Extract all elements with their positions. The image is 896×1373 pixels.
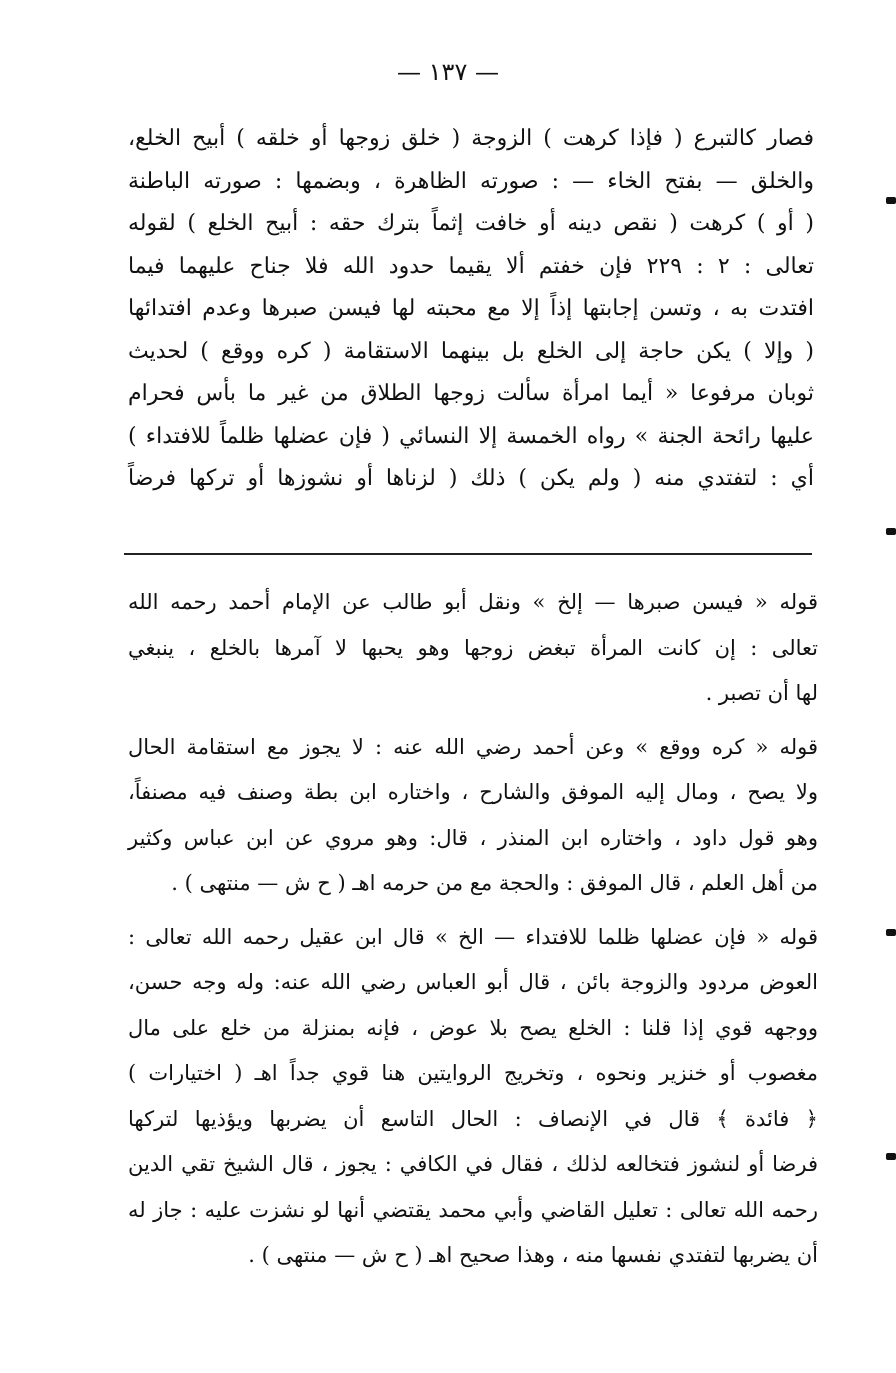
footnote-line: قوله « فإن عضلها ظلما للافتداء — الخ » قال ابن عقيل رحمه الله تعالى : [128, 924, 818, 949]
main-text-line: عليها رائحة الجنة » رواه الخمسة إلا النسائي ( فإن عضلها ظلماً للافتداء ) [128, 423, 814, 449]
main-text-line: ( وإلا ) يكن حاجة إلى الخلع بل بينهما الاستقامة ( كره ووقع ) لحديث [128, 338, 814, 364]
margin-mark [886, 528, 896, 535]
main-text-line: فصار كالتبرع ( فإذا كرهت ) الزوجة ( خلق زوجها أو خلقه ) أبيح الخلع، [128, 126, 814, 151]
footnote-line: فرضا أو لنشوز فتخالعه لذلك ، فقال في الكافي : يجوز ، قال الشيخ تقي الدين [128, 1152, 818, 1176]
main-text-line: ( أو ) كرهت ( نقص دينه أو خافت إثماً بترك حقه : أبيح الخلع ) لقوله [128, 211, 814, 236]
margin-mark [886, 197, 896, 204]
main-text-line: والخلق — بفتح الخاء — : صورته الظاهرة ، وبضمها : صورته الباطنة [128, 168, 814, 194]
footnote-line: قوله « كره ووقع » وعن أحمد رضي الله عنه : لا يجوز مع استقامة الحال [128, 734, 818, 759]
footnote-line: ووجهه قوي إذا قلنا : الخلع يصح بلا عوض ، فإنه بمنزلة من خلع على مال [128, 1015, 818, 1040]
footnote-line: أن يضربها لتفتدي نفسها منه ، وهذا صحيح اهـ ( ح ش — منتهى ) . [248, 1243, 818, 1267]
footnote-line: العوض مردود والزوجة بائن ، قال أبو العباس رضي الله عنه: وله وجه حسن، [128, 970, 818, 994]
footnote-line: مغصوب أو خنزير ونحوه ، وتخريج الروايتين هنا قوي جداً اهـ ( اختيارات ) [128, 1061, 818, 1085]
footnote-line: من أهل العلم ، قال الموفق : والحجة مع من حرمه اهـ ( ح ش — منتهى ) . [171, 871, 818, 895]
main-text-line: ثوبان مرفوعا « أيما امرأة سألت زوجها الطلاق من غير ما بأس فحرام [128, 381, 814, 406]
main-text [128, 118, 814, 501]
main-text-line: افتدت به ، وتسن إجابتها إذاً إلا مع محبته لها فيسن صبرها وعدم افتدائها [128, 296, 814, 321]
footnote-line: وهو قول داود ، واختاره ابن المنذر ، قال: وهو مروي عن ابن عباس وكثير [128, 825, 818, 850]
page-number: — ١٣٧ — [397, 58, 499, 86]
footnote-line: ﴿ فائدة ﴾ قال في الإنصاف : الحال التاسع أن يضربها ويؤذيها لتركها [128, 1106, 818, 1131]
footnote [128, 580, 818, 717]
footnote-line: تعالى : إن كانت المرأة تبغض زوجها وهو يحبها لا آمرها بالخلع ، ينبغي [128, 635, 818, 660]
footnote-separator [124, 553, 812, 555]
footnote [128, 725, 818, 907]
main-text-line: تعالى : ٢ : ٢٢٩ فإن خفتم ألا يقيما حدود الله فلا جناح عليهما فيما [128, 253, 814, 279]
footnote-line: لها أن تصبر . [705, 681, 818, 705]
footnote [128, 915, 818, 1279]
footnote-line: ولا يصح ، ومال إليه الموفق والشارح ، واختاره ابن بطة وصنف فيه مصنفاً، [128, 780, 818, 804]
margin-mark [886, 1153, 896, 1160]
margin-mark [886, 929, 896, 936]
main-text-line: أي : لتفتدي منه ( ولم يكن ) ذلك ( لزناها أو نشوزها أو تركها فرضاً [128, 466, 814, 491]
footnote-line: رحمه الله تعالى : تعليل القاضي وأبي محمد يقتضي أنها لو نشزت عليه : جاز له [128, 1197, 818, 1222]
footnote-line: قوله « فيسن صبرها — إلخ » ونقل أبو طالب عن الإمام أحمد رحمه الله [128, 590, 818, 614]
footnotes [128, 580, 818, 1287]
